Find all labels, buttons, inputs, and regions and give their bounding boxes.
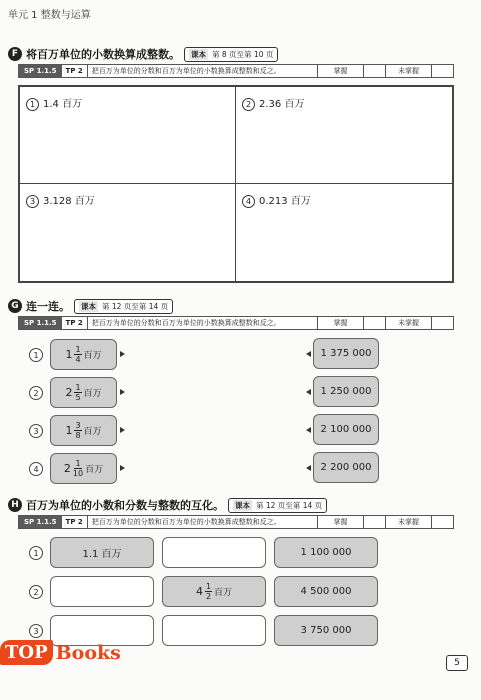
skill-bar xyxy=(18,515,454,529)
integer-card[interactable]: 3 750 000 xyxy=(274,615,378,646)
item-number: 3 xyxy=(29,424,43,438)
unit-title: 单元 1 整数与运算 xyxy=(8,10,91,21)
not-mastered-label: 未掌握 xyxy=(385,516,431,528)
skill-description: 把百万为单位的分数和百万为单位的小数换算成整数和反之。 xyxy=(91,67,281,75)
integer-card[interactable]: 1 100 000 xyxy=(274,537,378,568)
answer-cell[interactable]: 2 2.36 百万 xyxy=(236,87,452,184)
fraction-answer-field[interactable] xyxy=(162,615,266,646)
skill-code: SP 1.1.5 xyxy=(19,317,62,329)
connector-arrow-icon[interactable] xyxy=(306,351,311,357)
item-number: 3 xyxy=(29,624,43,638)
mastered-label: 掌握 xyxy=(317,65,363,77)
number-card[interactable]: 2 200 000 xyxy=(313,452,379,483)
tp-level: TP 2 xyxy=(62,65,88,77)
not-mastered-label: 未掌握 xyxy=(385,317,431,329)
section-letter: G xyxy=(8,299,22,313)
connector-arrow-icon[interactable] xyxy=(306,389,311,395)
answer-cell[interactable]: 1 1.4 百万 xyxy=(20,87,236,184)
number-card[interactable]: 2 100 000 xyxy=(313,414,379,445)
skill-bar xyxy=(18,316,454,330)
integer-card[interactable]: 4 500 000 xyxy=(274,576,378,607)
answer-cell[interactable]: 3 3.128 百万 xyxy=(20,184,236,281)
mastered-checkbox[interactable] xyxy=(363,516,385,528)
tp-level: TP 2 xyxy=(62,516,88,528)
textbook-ref: 课本 第 8 页至第 10 页 xyxy=(184,47,278,62)
section-h-heading xyxy=(8,497,327,513)
fraction-card[interactable]: 2 1 10 百万 xyxy=(50,453,117,484)
item-number: 2 xyxy=(29,585,43,599)
skill-code: SP 1.1.5 xyxy=(19,516,62,528)
skill-bar xyxy=(18,64,454,78)
connector-arrow-icon[interactable] xyxy=(120,351,125,357)
section-f-heading xyxy=(8,46,278,62)
not-mastered-checkbox[interactable] xyxy=(431,516,453,528)
tp-level: TP 2 xyxy=(62,317,88,329)
not-mastered-label: 未掌握 xyxy=(385,65,431,77)
skill-description: 把百万为单位的分数和百万为单位的小数换算成整数和反之。 xyxy=(91,518,281,526)
number-card[interactable]: 1 250 000 xyxy=(313,376,379,407)
number-card[interactable]: 1 375 000 xyxy=(313,338,379,369)
answer-grid xyxy=(18,85,454,283)
mastered-label: 掌握 xyxy=(317,516,363,528)
item-number: 1 xyxy=(29,348,43,362)
textbook-ref: 课本 第 12 页至第 14 页 xyxy=(74,299,173,314)
topbooks-watermark-logo: TOP Books xyxy=(0,640,121,665)
fraction-answer-field[interactable] xyxy=(162,537,266,568)
connector-arrow-icon[interactable] xyxy=(120,389,125,395)
fraction-card[interactable]: 4 1 2 百万 xyxy=(162,576,266,607)
not-mastered-checkbox[interactable] xyxy=(431,317,453,329)
skill-code: SP 1.1.5 xyxy=(19,65,62,77)
section-title: 将百万单位的小数换算成整数。 xyxy=(26,48,180,61)
item-number: 4 xyxy=(29,462,43,476)
section-letter: F xyxy=(8,47,22,61)
section-letter: H xyxy=(8,498,22,512)
connector-arrow-icon[interactable] xyxy=(120,427,125,433)
decimal-answer-field[interactable] xyxy=(50,576,154,607)
decimal-card[interactable]: 1.1 百万 xyxy=(50,537,154,568)
connector-arrow-icon[interactable] xyxy=(120,465,125,471)
item-number: 2 xyxy=(29,386,43,400)
fraction-card[interactable]: 1 3 8 百万 xyxy=(50,415,117,446)
section-title: 连一连。 xyxy=(26,300,70,313)
skill-description: 把百万为单位的分数和百万为单位的小数换算成整数和反之。 xyxy=(91,319,281,327)
mastered-checkbox[interactable] xyxy=(363,317,385,329)
connector-arrow-icon[interactable] xyxy=(306,427,311,433)
mastered-label: 掌握 xyxy=(317,317,363,329)
fraction-card[interactable]: 1 1 4 百万 xyxy=(50,339,117,370)
answer-cell[interactable]: 4 0.213 百万 xyxy=(236,184,452,281)
not-mastered-checkbox[interactable] xyxy=(431,65,453,77)
section-title: 百万为单位的小数和分数与整数的互化。 xyxy=(26,499,224,512)
connector-arrow-icon[interactable] xyxy=(306,465,311,471)
page-number: 5 xyxy=(446,655,468,671)
mastered-checkbox[interactable] xyxy=(363,65,385,77)
textbook-ref: 课本 第 12 页至第 14 页 xyxy=(228,498,327,513)
section-g-heading xyxy=(8,298,173,314)
item-number: 1 xyxy=(29,546,43,560)
fraction-card[interactable]: 2 1 5 百万 xyxy=(50,377,117,408)
